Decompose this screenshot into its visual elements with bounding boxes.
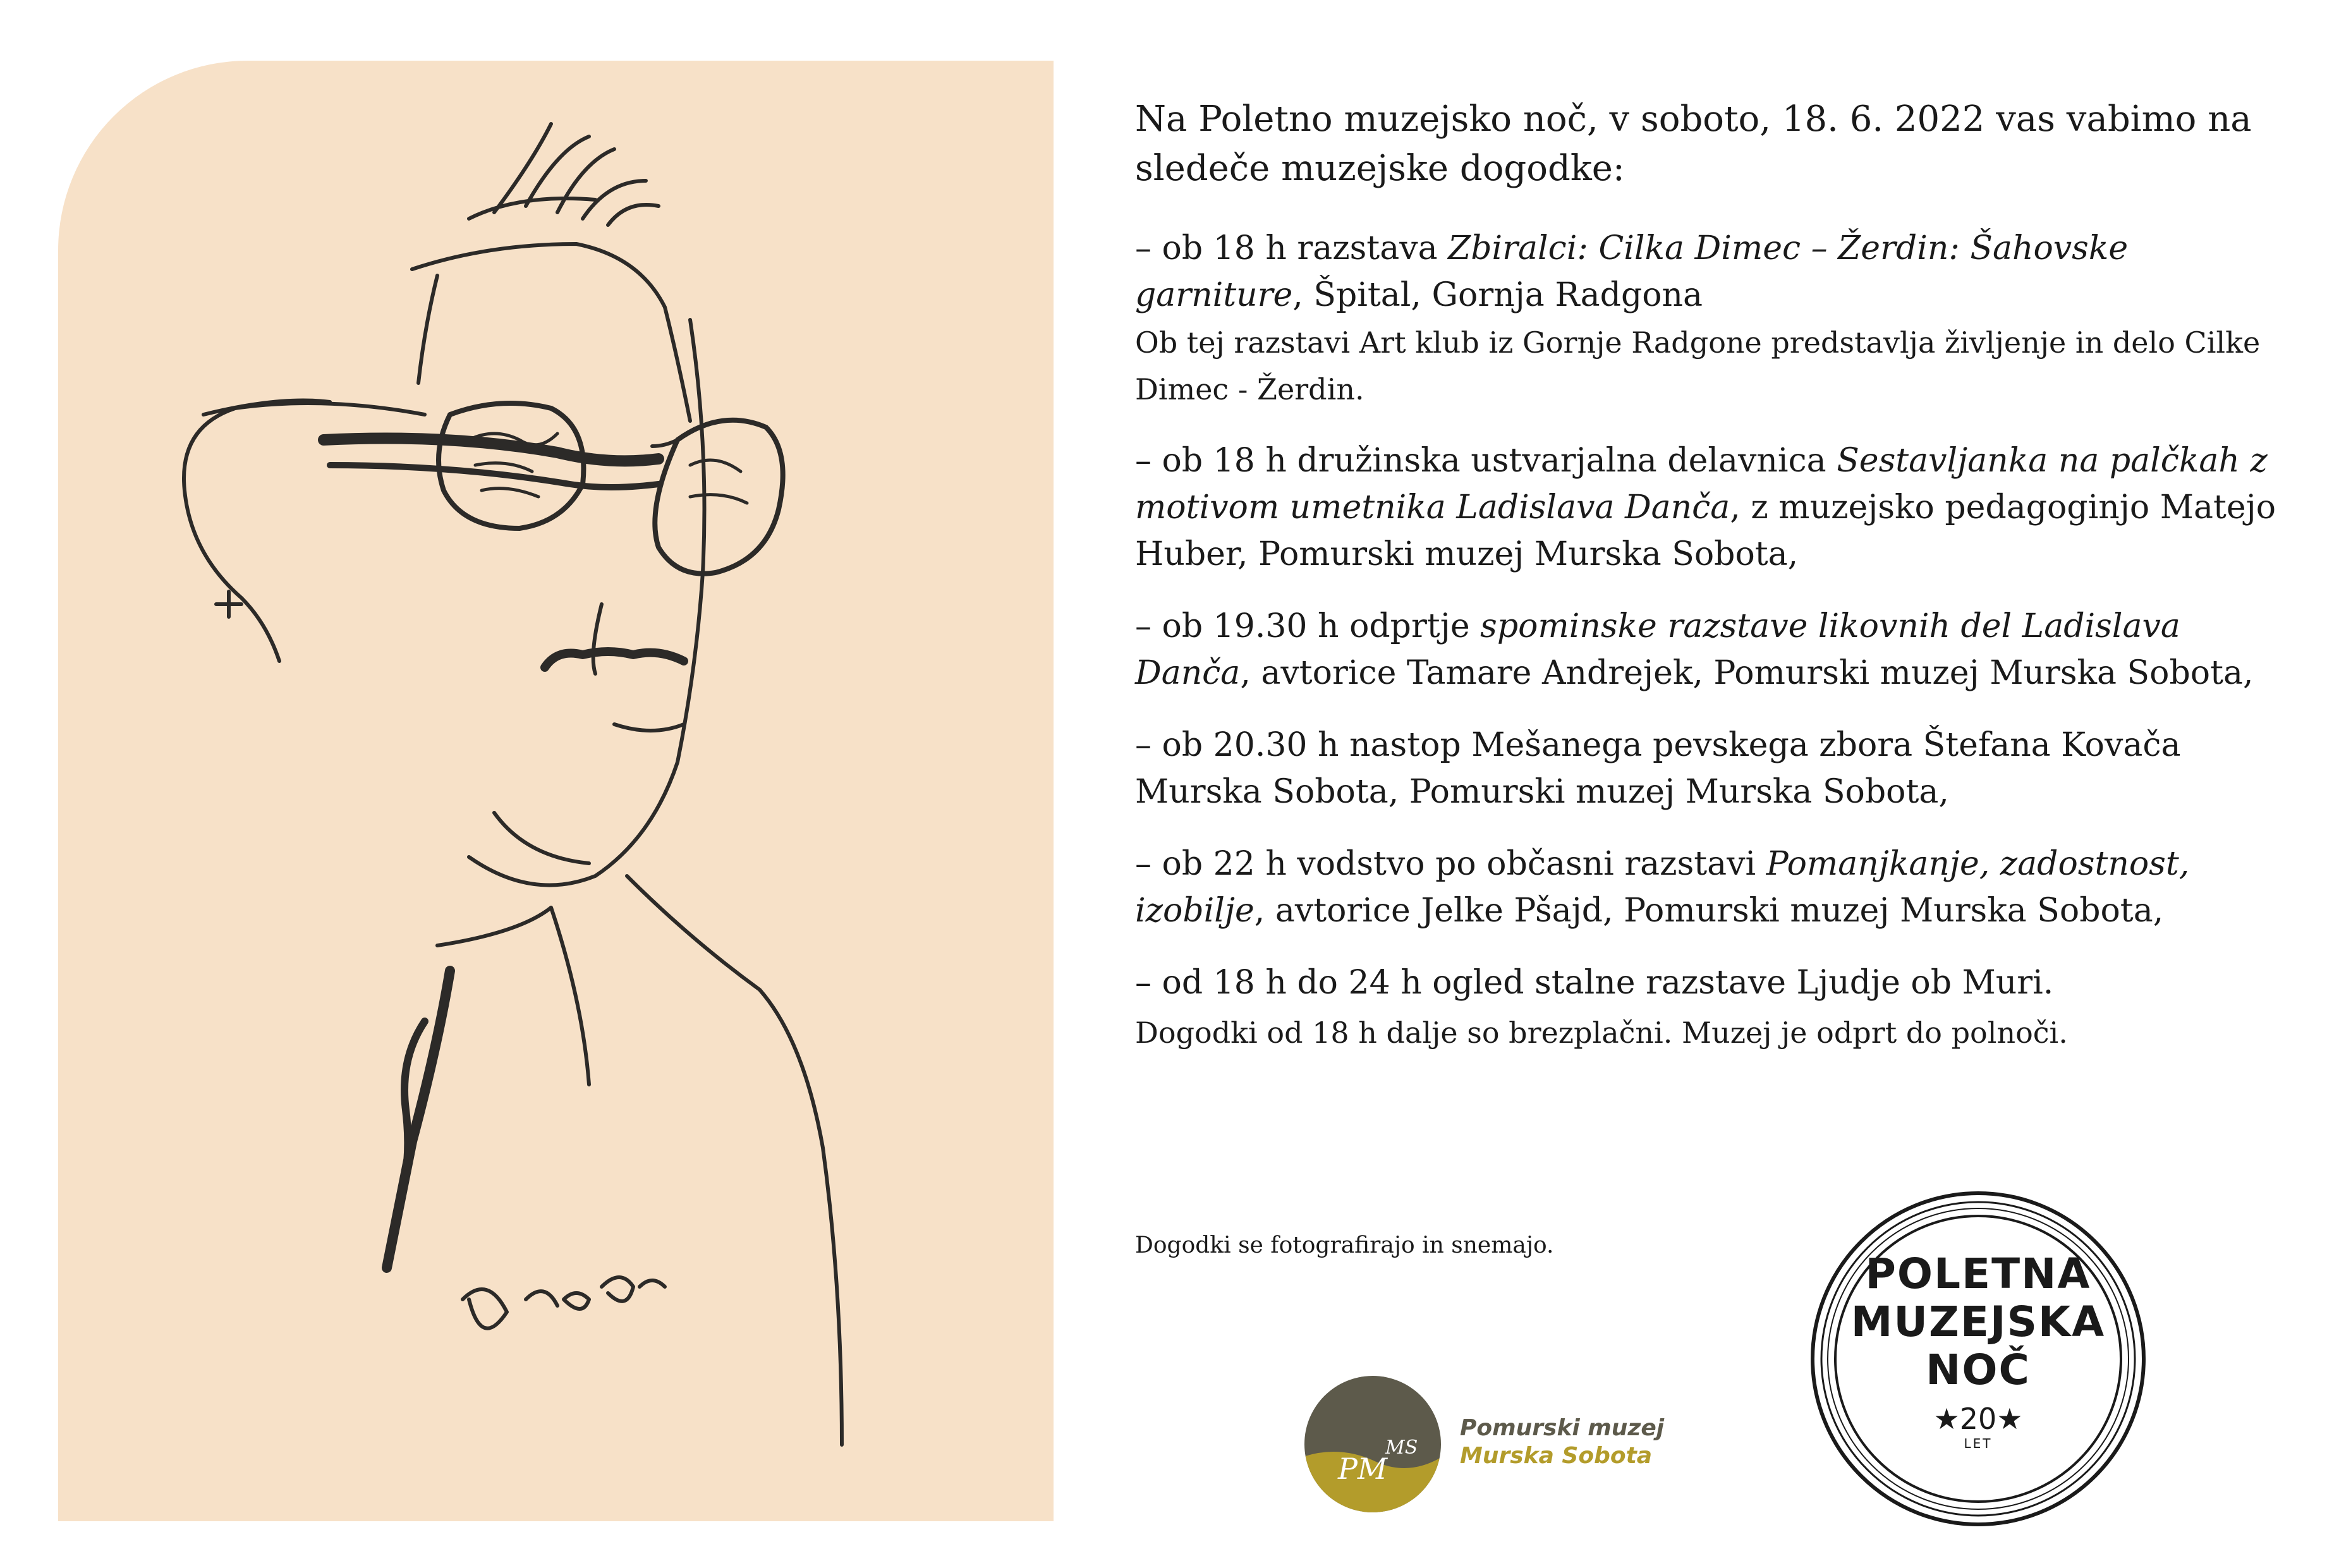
intro-heading: Na Poletno muzejsko noč, v soboto, 18. 6. 2022 vas vabimo na sledeče muzejske dogodke:	[1135, 99, 2252, 189]
photo-notice: Dogodki se fotografirajo in snemajo.	[1135, 1232, 1554, 1258]
event-description: Ob tej razstavi Art klub iz Gornje Radgone predstavlja življenje in delo Cilke Dimec - Žerdin.	[1135, 325, 2261, 406]
seal-title: POLETNA MUZEJSKA NOČ	[1850, 1249, 2106, 1394]
seal-sub: LET	[1964, 1436, 1993, 1451]
svg-text:MS: MS	[1385, 1437, 1418, 1459]
seal-number: ★20★	[1933, 1402, 2023, 1436]
event-item-3: – ob 19.30 h odprtje spominske razstave likovnih del Ladislava Danča, avtorice Tamare Andrejek, Pomurski muzej Murska Sobota,	[1135, 607, 2254, 692]
event-item-5: – ob 22 h vodstvo po občasni razstavi Pomanjkanje, zadostnost, izobilje, avtorice Jelke Pšajd, Pomurski muzej Murska Sobota,	[1135, 845, 2190, 930]
museum-name: Pomurski muzej Murska Sobota	[1460, 1415, 1665, 1469]
event-item-2: – ob 18 h družinska ustvarjalna delavnica Sestavljanka na palčkah z motivom umetnika Ladislava Danča, z muzejsko pedagoginjo Matejo Huber, Pomurski muzej Murska Sobota,	[1135, 442, 2276, 573]
svg-text:PM: PM	[1338, 1452, 1388, 1486]
portrait-sketch	[58, 61, 1054, 1521]
event-item-4: – ob 20.30 h nastop Mešanega pevskega zbora Štefana Kovača Murska Sobota, Pomurski muzej Murska Sobota,	[1135, 726, 2181, 811]
event-text	[1135, 95, 2285, 1031]
pencil-portrait	[58, 61, 1054, 1521]
event-item-6: – od 18 h do 24 h ogled stalne razstave Ljudje ob Muri.	[1135, 964, 2054, 1002]
free-entry-note: Dogodki od 18 h dalje so brezplačni. Muzej je odprt do polnoči.	[1135, 1016, 2068, 1050]
event-item-1: – ob 18 h razstava Zbiralci: Cilka Dimec – Žerdin: Šahovske garniture, Špital, Gornja Radgona Ob tej razstavi Art klub iz Gornje Radgone predstavlja življenje in delo Cilke Dimec - Žerdin.	[1135, 229, 2261, 406]
museum-logo-icon	[1303, 1375, 1442, 1514]
